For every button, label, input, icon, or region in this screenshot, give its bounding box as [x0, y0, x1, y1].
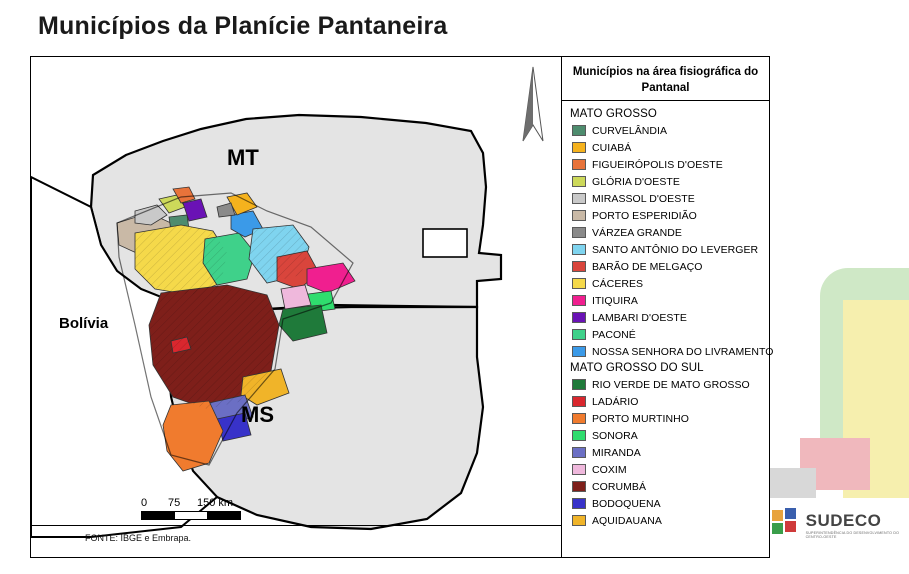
legend-item-label: COXIM	[592, 463, 627, 476]
sudeco-logo-name: SUDECO	[805, 510, 882, 530]
legend-item-label: CÁCERES	[592, 277, 644, 290]
legend-item	[570, 343, 774, 360]
map-legend	[561, 57, 774, 557]
legend-item	[570, 326, 769, 343]
legend-item-label: PORTO MURTINHO	[592, 412, 689, 425]
legend-item-label: PORTO ESPERIDIÃO	[592, 209, 697, 222]
legend-item	[570, 427, 769, 444]
legend-item	[570, 207, 769, 224]
legend-item-label: SONORA	[592, 429, 638, 442]
legend-swatch-icon	[572, 159, 586, 170]
map-vector	[31, 57, 561, 557]
scalebar-label-0: 0	[141, 497, 148, 509]
legend-item-label: LAMBARI D'OESTE	[592, 311, 687, 324]
legend-swatch-icon	[572, 447, 586, 458]
legend-swatch-icon	[572, 176, 586, 187]
map-label-mt: MT	[227, 145, 259, 170]
legend-item	[570, 258, 769, 275]
legend-item	[570, 190, 769, 207]
map-canvas	[31, 57, 561, 557]
legend-item	[570, 275, 769, 292]
legend-item	[570, 393, 769, 410]
legend-item-label: RIO VERDE DE MATO GROSSO	[592, 378, 750, 391]
scalebar-bars	[141, 511, 241, 520]
legend-item	[570, 173, 769, 190]
legend-item	[570, 309, 769, 326]
legend-swatch-icon	[572, 379, 586, 390]
legend-swatch-icon	[572, 396, 586, 407]
legend-swatch-icon	[572, 481, 586, 492]
legend-item-label: SANTO ANTÔNIO DO LEVERGER	[592, 243, 759, 256]
legend-swatch-icon	[572, 125, 586, 136]
legend-body	[562, 101, 774, 529]
legend-swatch-icon	[572, 278, 586, 289]
north-arrow-icon	[513, 63, 553, 147]
legend-item	[570, 410, 769, 427]
scalebar-label-mid: 75	[168, 497, 181, 509]
legend-swatch-icon	[572, 261, 586, 272]
map-label-bolivia: Bolívia	[59, 315, 109, 332]
map-inset-rect	[423, 229, 467, 257]
legend-swatch-icon	[572, 312, 586, 323]
legend-item	[570, 224, 769, 241]
legend-item-label: AQUIDAUANA	[592, 514, 662, 527]
legend-item-label: BARÃO DE MELGAÇO	[592, 260, 703, 273]
scalebar-label-max: 150 km	[197, 497, 234, 509]
legend-item-label: PACONÉ	[592, 328, 636, 341]
legend-swatch-icon	[572, 464, 586, 475]
legend-swatch-icon	[572, 227, 586, 238]
legend-group-title-mato-grosso-do-sul: MATO GROSSO DO SUL	[570, 362, 704, 374]
legend-item	[570, 478, 769, 495]
map-scalebar	[141, 497, 269, 520]
map-source-divider	[31, 525, 561, 526]
legend-item	[570, 512, 769, 529]
legend-item-label: MIRANDA	[592, 446, 641, 459]
legend-item	[570, 461, 769, 478]
legend-item	[570, 139, 769, 156]
legend-item	[570, 241, 769, 258]
legend-item-label: ITIQUIRA	[592, 294, 638, 307]
legend-item-label: NOSSA SENHORA DO LIVRAMENTO	[592, 345, 774, 358]
legend-swatch-icon	[572, 413, 586, 424]
sudeco-logo-marks-icon	[772, 508, 802, 542]
legend-item-label: FIGUEIRÓPOLIS D'OESTE	[592, 158, 723, 171]
legend-item-label: LADÁRIO	[592, 395, 639, 408]
legend-item	[570, 444, 769, 461]
legend-swatch-icon	[572, 346, 586, 357]
legend-swatch-icon	[572, 193, 586, 204]
legend-swatch-icon	[572, 329, 586, 340]
legend-group-title-mato-grosso: MATO GROSSO	[570, 108, 657, 120]
page-title: Municípios da Planície Pantaneira	[38, 12, 448, 40]
legend-item-label: BODOQUENA	[592, 497, 661, 510]
sudeco-logo-subtitle: SUPERINTENDÊNCIA DO DESENVOLVIMENTO DO CENTRO-OESTE	[805, 530, 900, 539]
map-source-note: FONTE: IBGE e Embrapa.	[85, 533, 192, 543]
legend-item-label: VÁRZEA GRANDE	[592, 226, 682, 239]
legend-item	[570, 122, 769, 139]
legend-swatch-icon	[572, 244, 586, 255]
legend-swatch-icon	[572, 498, 586, 509]
legend-item-label: MIRASSOL D'OESTE	[592, 192, 695, 205]
legend-item	[570, 156, 769, 173]
sudeco-logo	[772, 508, 909, 542]
legend-swatch-icon	[572, 210, 586, 221]
map-figure	[30, 56, 774, 558]
legend-item-label: CORUMBÁ	[592, 480, 647, 493]
legend-swatch-icon	[572, 295, 586, 306]
legend-item	[570, 495, 769, 512]
legend-item	[570, 292, 769, 309]
legend-title: Municípios na área fisiográfica do Pantanal	[562, 57, 769, 101]
legend-item-label: CURVELÂNDIA	[592, 124, 668, 137]
legend-swatch-icon	[572, 515, 586, 526]
map-label-ms: MS	[241, 402, 274, 427]
legend-swatch-icon	[572, 430, 586, 441]
legend-item-label: CUIABÁ	[592, 141, 632, 154]
legend-swatch-icon	[572, 142, 586, 153]
legend-item	[570, 376, 769, 393]
legend-item-label: GLÓRIA D'OESTE	[592, 175, 680, 188]
